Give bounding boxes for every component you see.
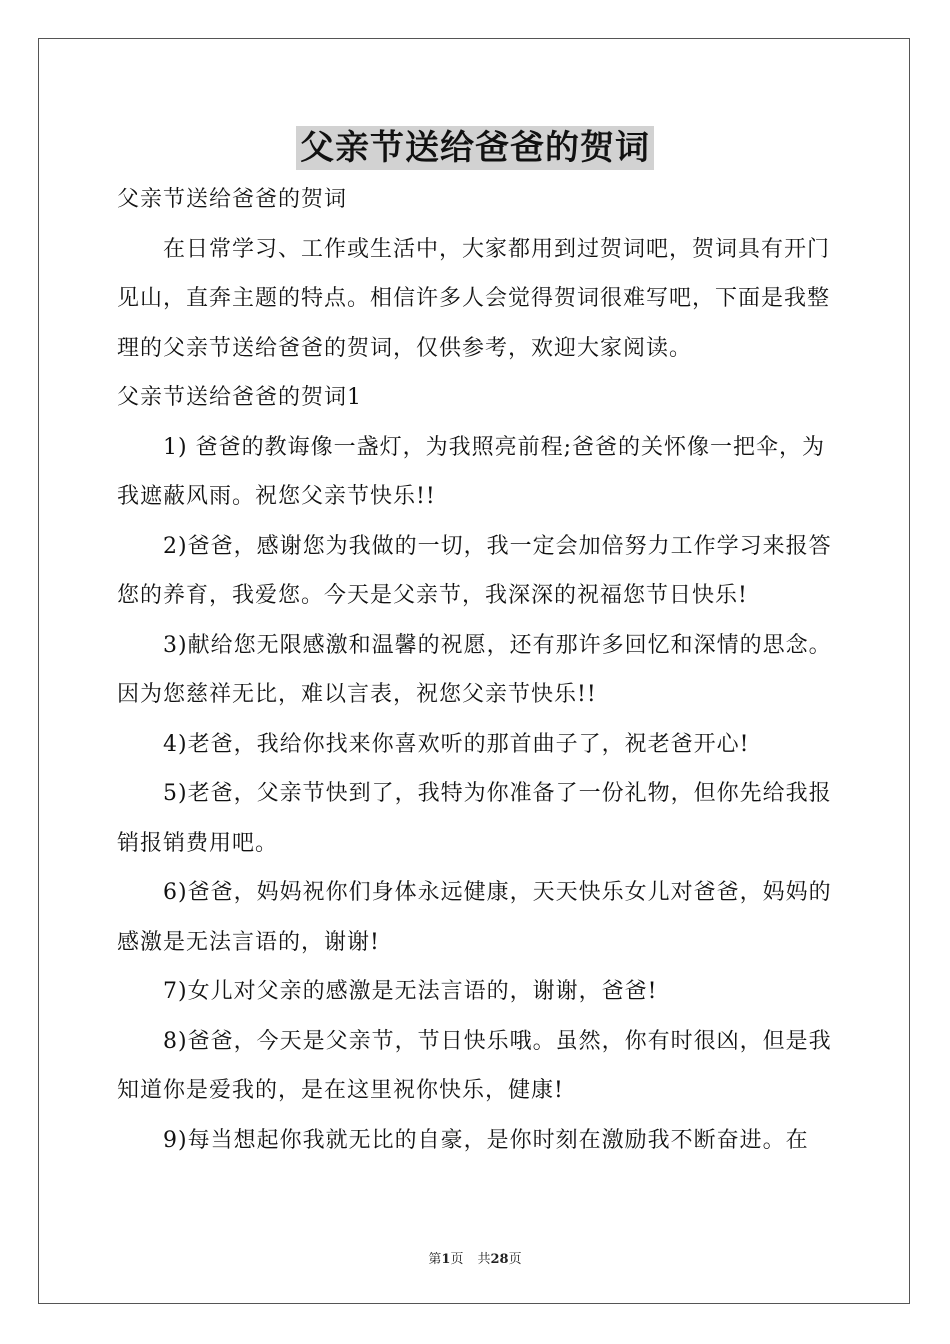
paragraph: 父亲节送给爸爸的贺词 bbox=[117, 187, 348, 212]
document-title: 父亲节送给爸爸的贺词 bbox=[296, 126, 654, 170]
paragraph: 6)爸爸，妈妈祝你们身体永远健康，天天快乐女儿对爸爸，妈妈的感激是无法言语的，谢谢! bbox=[117, 880, 832, 955]
paragraph: 4)老爸，我给你找来你喜欢听的那首曲子了，祝老爸开心! bbox=[163, 731, 750, 757]
page-prefix: 第 bbox=[428, 1252, 442, 1267]
paragraph: 9)每当想起你我就无比的自豪，是你时刻在激励我不断奋进。在 bbox=[163, 1127, 809, 1153]
page-number: 1 bbox=[441, 1252, 451, 1267]
paragraph: 在日常学习、工作或生活中，大家都用到过贺词吧，贺词具有开门见山，直奔主题的特点。相信许多人会觉得贺词很难写吧，下面是我整理的父亲节送给爸爸的贺词，仅供参考，欢迎大家阅读。 bbox=[117, 236, 831, 361]
paragraph: 2)爸爸，感谢您为我做的一切，我一定会加倍努力工作学习来报答您的养育，我爱您。今天是父亲节，我深深的祝福您节日快乐! bbox=[117, 533, 832, 608]
document-body bbox=[117, 175, 845, 1165]
total-pages: 28 bbox=[490, 1252, 509, 1267]
total-prefix: 共 bbox=[477, 1252, 491, 1267]
title-wrap bbox=[0, 126, 950, 170]
paragraph: 5)老爸，父亲节快到了，我特为你准备了一份礼物，但你先给我报销报销费用吧。 bbox=[117, 781, 832, 856]
page-footer bbox=[0, 1248, 950, 1267]
paragraph: 父亲节送给爸爸的贺词1 bbox=[117, 385, 362, 410]
paragraph: 7)女儿对父亲的感激是无法言语的，谢谢，爸爸! bbox=[163, 979, 658, 1004]
page-suffix: 页 bbox=[450, 1252, 464, 1267]
paragraph: 8)爸爸，今天是父亲节，节日快乐哦。虽然，你有时很凶，但是我知道你是爱我的，是在这里祝你快乐，健康! bbox=[117, 1028, 832, 1103]
paragraph: 3)献给您无限感激和温馨的祝愿，还有那许多回忆和深情的思念。因为您慈祥无比，难以言表，祝您父亲节快乐!! bbox=[117, 632, 832, 707]
total-suffix: 页 bbox=[508, 1252, 522, 1267]
paragraph: 1) 爸爸的教诲像一盏灯，为我照亮前程;爸爸的关怀像一把伞，为我遮蔽风雨。祝您父亲节快乐!! bbox=[117, 434, 825, 509]
